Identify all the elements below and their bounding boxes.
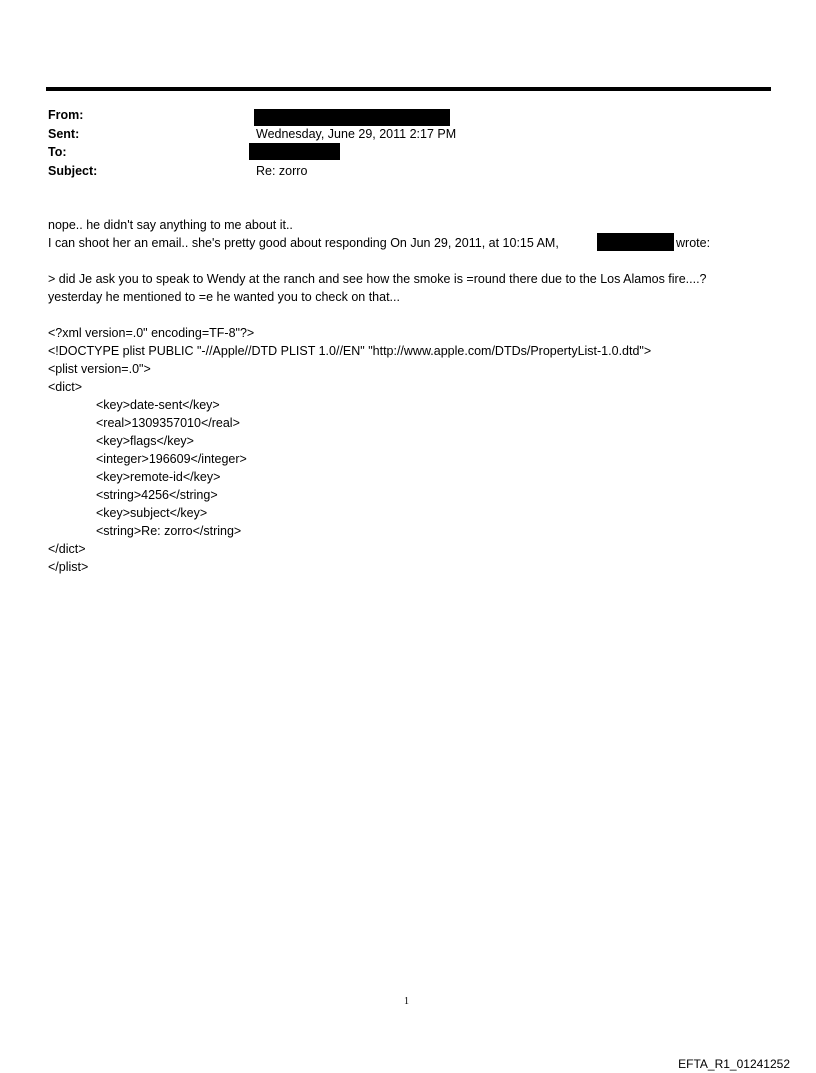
- xml-line: <key>date-sent</key>: [96, 398, 220, 412]
- quoted-line: yesterday he mentioned to =e he wanted you to check on that...: [48, 290, 400, 304]
- from-label: From:: [48, 108, 84, 122]
- from-redaction: [254, 109, 450, 126]
- sender-redaction: [597, 233, 674, 251]
- xml-line: <key>remote-id</key>: [96, 470, 221, 484]
- xml-line: <real>1309357010</real>: [96, 416, 240, 430]
- xml-line: <!DOCTYPE plist PUBLIC "-//Apple//DTD PLIST 1.0//EN" "http://www.apple.com/DTDs/PropertyList-1.0.dtd">: [48, 344, 652, 358]
- sent-value: Wednesday, June 29, 2011 2:17 PM: [256, 127, 457, 141]
- to-redaction: [249, 143, 340, 160]
- quoted-line: > did Je ask you to speak to Wendy at the ranch and see how the smoke is =round there due to the Los Alamos fire....?: [48, 272, 707, 286]
- subject-value: Re: zorro: [256, 164, 308, 178]
- subject-label: Subject:: [48, 164, 98, 178]
- body-line: I can shoot her an email.. she's pretty good about responding On Jun 29, 2011, at 10:15 AM,: [48, 236, 559, 250]
- sent-label: Sent:: [48, 127, 80, 141]
- document-id: EFTA_R1_01241252: [678, 1057, 790, 1071]
- xml-line: </plist>: [48, 560, 89, 574]
- header-rule: [46, 87, 771, 91]
- to-label: To:: [48, 145, 67, 159]
- xml-line: <key>subject</key>: [96, 506, 208, 520]
- xml-line: </dict>: [48, 542, 86, 556]
- xml-line: <dict>: [48, 380, 83, 394]
- body-line: nope.. he didn't say anything to me about it..: [48, 218, 293, 232]
- body-line: wrote:: [676, 236, 711, 250]
- xml-line: <plist version=.0">: [48, 362, 151, 376]
- xml-line: <string>4256</string>: [96, 488, 218, 502]
- page-number: 1: [404, 996, 409, 1007]
- xml-line: <integer>196609</integer>: [96, 452, 247, 466]
- xml-line: <key>flags</key>: [96, 434, 194, 448]
- xml-line: <?xml version=.0" encoding=TF-8"?>: [48, 326, 255, 340]
- xml-line: <string>Re: zorro</string>: [96, 524, 242, 538]
